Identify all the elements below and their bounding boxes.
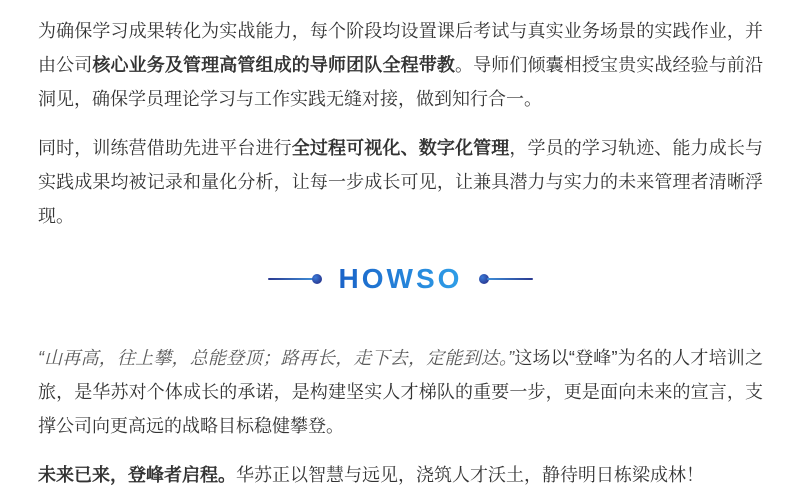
brand-divider	[38, 262, 763, 296]
text-run: 同时，训练营借助先进平台进行	[38, 138, 292, 158]
text-run: 为确保学习成果转化为实战能力，每个阶段均设置课后考试与真实业务场景的实践作业，并由公司	[38, 21, 763, 75]
text-run: ，学员的学习轨迹、能力成长与实践成果均被记录和量化分析，让每一步成长可见，让兼具潜力与实力的未来管理者清晰浮现。	[38, 138, 764, 226]
text-run-bold: 核心业务及管理高管组成的导师团队全程带教	[92, 55, 455, 75]
text-run-bold: 未来已来，登峰者启程。	[38, 465, 236, 485]
text-run-italic: “山再高，往上攀，总能登顶；路再长，走下去，定能到达。”	[38, 348, 515, 368]
divider-line-right	[487, 278, 533, 280]
paragraph-closing	[38, 458, 763, 492]
brand-logo-text: HOWSO	[338, 263, 463, 294]
text-run: 。导师们倾囊相授宝贵实战经验与前沿洞见，确保学员理论学习与工作实践无缝对接，做到知行合一。	[38, 55, 764, 109]
divider-line-left	[268, 278, 314, 280]
paragraph-digital-management	[38, 131, 763, 233]
text-run: 华苏正以智慧与远见，浇筑人才沃土，静待明日栋梁成林！	[236, 465, 704, 485]
paragraph-mentoring	[38, 14, 763, 116]
paragraph-quote	[38, 341, 763, 443]
text-run: 这场以“登峰”为名的人才培训之旅，是华苏对个体成长的承诺，是构建坚实人才梯队的重要一步，更是面向未来的宣言，支撑公司向更高远的战略目标稳健攀登。	[38, 348, 763, 436]
text-run-bold: 全过程可视化、数字化管理	[291, 138, 510, 158]
divider-dot-left-icon	[312, 274, 322, 284]
